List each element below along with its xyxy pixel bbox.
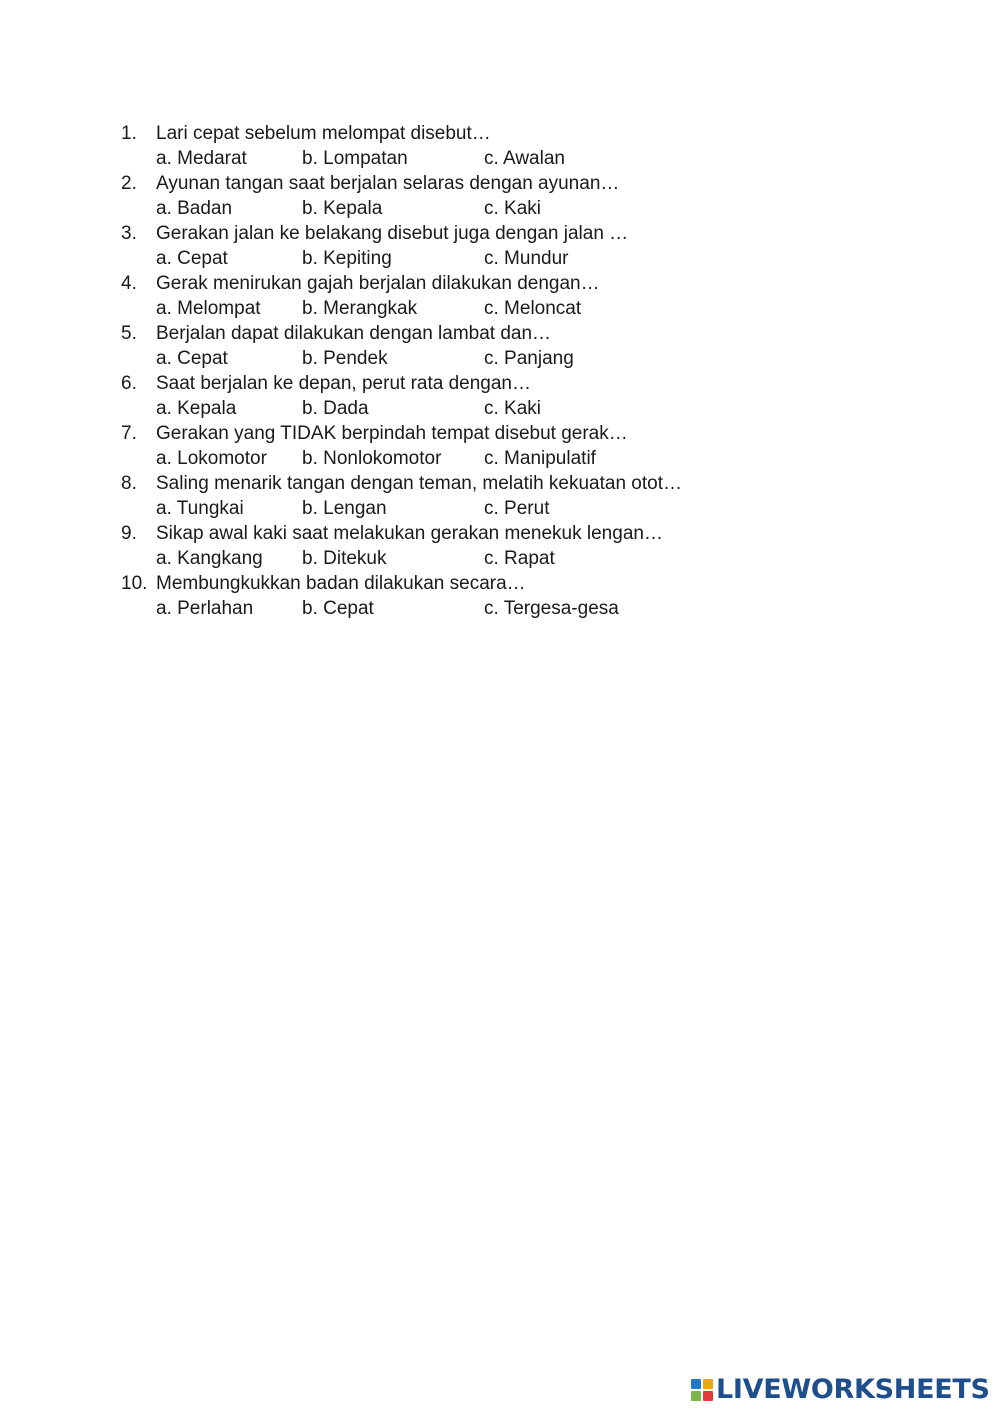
option-a: a. Cepat <box>156 348 228 369</box>
question-number: 5. <box>121 323 137 344</box>
question-5 <box>121 321 881 371</box>
question-number: 9. <box>121 523 137 544</box>
liveworksheets-logo-icon <box>691 1379 713 1401</box>
question-2 <box>121 171 881 221</box>
question-9 <box>121 521 881 571</box>
question-7 <box>121 421 881 471</box>
option-c: c. Perut <box>484 498 550 519</box>
question-text: Gerak menirukan gajah berjalan dilakukan dengan… <box>156 273 600 294</box>
option-b: b. Kepala <box>302 198 383 219</box>
option-c: c. Kaki <box>484 398 542 419</box>
question-number: 7. <box>121 423 137 444</box>
question-6 <box>121 371 881 421</box>
option-c: c. Rapat <box>484 548 555 569</box>
brand-name: LIVEWORKSHEETS <box>716 1374 990 1405</box>
question-3 <box>121 221 881 271</box>
option-c: c. Awalan <box>484 148 565 169</box>
option-a: a. Cepat <box>156 248 228 269</box>
option-a: a. Melompat <box>156 298 261 319</box>
option-b: b. Cepat <box>302 598 374 619</box>
option-b: b. Nonlokomotor <box>302 448 442 469</box>
liveworksheets-logo <box>691 1375 990 1405</box>
option-a: a. Badan <box>156 198 233 219</box>
question-4 <box>121 271 881 321</box>
option-a: a. Medarat <box>156 148 247 169</box>
option-c: c. Manipulatif <box>484 448 596 469</box>
question-1 <box>121 121 881 171</box>
option-b: b. Kepiting <box>302 248 392 269</box>
question-text: Gerakan yang TIDAK berpindah tempat disebut gerak… <box>156 423 628 444</box>
option-a: a. Perlahan <box>156 598 254 619</box>
question-number: 8. <box>121 473 137 494</box>
question-text: Membungkukkan badan dilakukan secara… <box>156 573 526 594</box>
option-b: b. Ditekuk <box>302 548 387 569</box>
option-b: b. Lengan <box>302 498 387 519</box>
option-a: a. Kepala <box>156 398 237 419</box>
option-a: a. Kangkang <box>156 548 263 569</box>
question-number: 4. <box>121 273 137 294</box>
question-text: Sikap awal kaki saat melakukan gerakan menekuk lengan… <box>156 523 663 544</box>
option-b: b. Merangkak <box>302 298 418 319</box>
option-c: c. Kaki <box>484 198 542 219</box>
question-number: 6. <box>121 373 137 394</box>
question-number: 3. <box>121 223 137 244</box>
worksheet <box>121 121 881 621</box>
option-c: c. Meloncat <box>484 298 582 319</box>
option-c: c. Panjang <box>484 348 574 369</box>
question-text: Berjalan dapat dilakukan dengan lambat dan… <box>156 323 552 344</box>
question-number: 2. <box>121 173 137 194</box>
option-a: a. Tungkai <box>156 498 244 519</box>
question-text: Ayunan tangan saat berjalan selaras dengan ayunan… <box>156 173 620 194</box>
question-text: Saat berjalan ke depan, perut rata dengan… <box>156 373 531 394</box>
option-c: c. Tergesa-gesa <box>484 598 619 619</box>
question-number: 10. <box>121 573 148 594</box>
question-number: 1. <box>121 123 137 144</box>
question-text: Gerakan jalan ke belakang disebut juga dengan jalan … <box>156 223 629 244</box>
question-text: Lari cepat sebelum melompat disebut… <box>156 123 491 144</box>
option-a: a. Lokomotor <box>156 448 267 469</box>
question-8 <box>121 471 881 521</box>
question-text: Saling menarik tangan dengan teman, melatih kekuatan otot… <box>156 473 682 494</box>
option-b: b. Lompatan <box>302 148 408 169</box>
option-c: c. Mundur <box>484 248 569 269</box>
question-10 <box>121 571 881 621</box>
option-b: b. Pendek <box>302 348 388 369</box>
option-b: b. Dada <box>302 398 369 419</box>
